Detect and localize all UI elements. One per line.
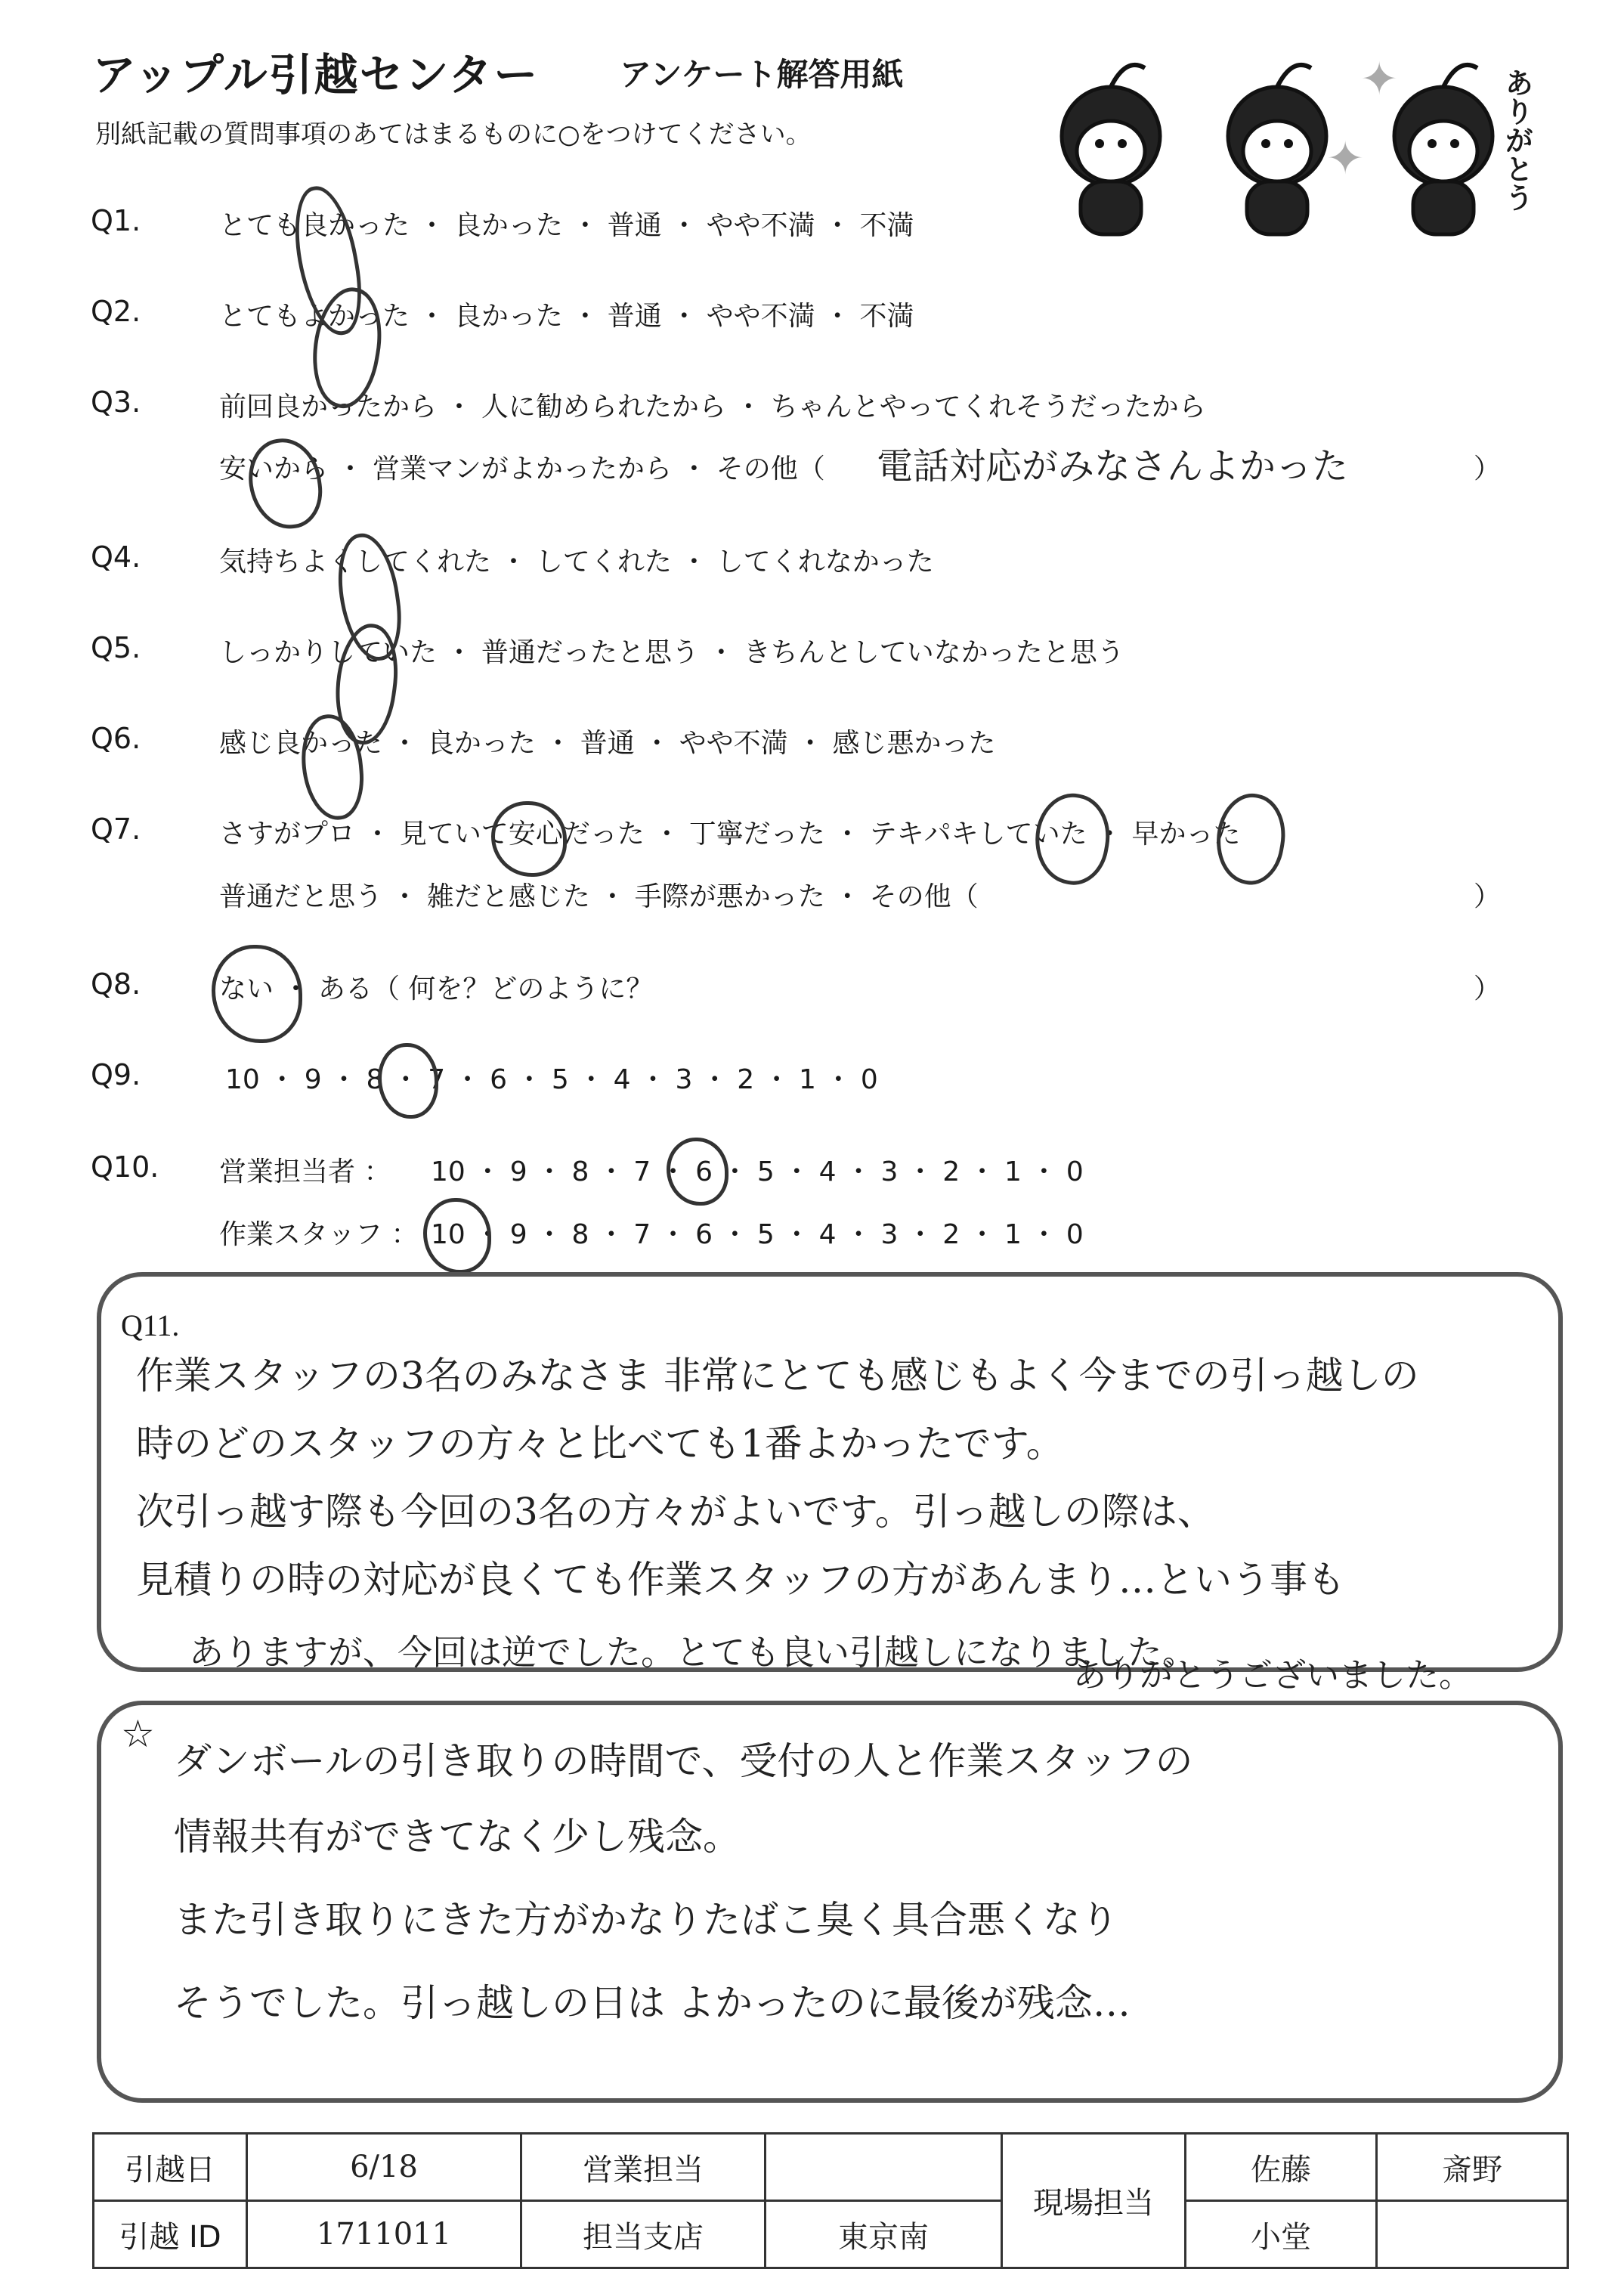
sales-label: 営業担当 [521,2134,766,2201]
q6-options[interactable]: 感じ良かった ・ 良かった ・ 普通 ・ やや不満 ・ 感じ悪かった [219,728,996,759]
q2-label: Q2. [91,295,141,328]
star-icon: ☆ [121,1712,155,1756]
q3-close-paren: ） [1474,454,1502,484]
star-line-3: また引き取りにきた方がかなりたばこ臭く具合悪くなり [174,1898,1118,1942]
monkey-mascot-icons [1028,45,1557,249]
selection-circle-q7c [1209,788,1291,890]
q10-label: Q10. [91,1150,159,1184]
q5-options[interactable]: しっかりしていた ・ 普通だったと思う ・ きちんとしていなかったと思う [219,637,1124,668]
q11-line-5: ありますが、今回は逆でした。とても良い引越しになりました。 [189,1632,1197,1673]
q10-staff-scale[interactable]: 10 ・ 9 ・ 8 ・ 7 ・ 6 ・ 5 ・ 4 ・ 3 ・ 2 ・ 1 ・ 0 [431,1219,1084,1250]
move-id-value: 1711011 [247,2201,521,2268]
q11-line-3: 次引っ越す際も今回の3名の方々がよいです。引っ越しの際は、 [136,1490,1215,1534]
q1-options[interactable]: とても良かった ・ 良かった ・ 普通 ・ やや不満 ・ 不満 [219,210,914,241]
q11-comment-box [97,1272,1563,1672]
footer-table [92,2132,1569,2269]
site-staff-empty [1377,2201,1568,2268]
star-line-2: 情報共有ができてなく少し残念。 [174,1815,741,1859]
site-staff-1: 佐藤 [1186,2134,1377,2201]
star-line-4: そうでした。引っ越しの日は よかったのに最後が残念… [174,1981,1131,2025]
q3-options-line1[interactable]: 前回良かったから ・ 人に勧められたから ・ ちゃんとやってくれそうだったから [219,392,1206,423]
selection-circle-q8 [212,945,302,1043]
selection-circle-q7a [491,801,567,877]
sparkle-icon: ✦ [1326,132,1365,185]
selection-circle-q10-staff [423,1198,491,1274]
form-subtitle: アンケート解答用紙 [620,56,904,93]
q11-line-4: 見積りの時の対応が良くても作業スタッフの方があんまり…という事も [136,1558,1345,1602]
q5-label: Q5. [91,631,141,664]
q3-other-answer: 電話対応がみなさんよかった [877,445,1349,488]
q10-sales-label: 営業担当者 ： [219,1156,391,1187]
branch-value: 東京南 [766,2201,1002,2268]
q10-staff-label: 作業スタッフ ： [219,1219,419,1250]
q9-scale[interactable]: 10 ・ 9 ・ 8 ・ 7 ・ 6 ・ 5 ・ 4 ・ 3 ・ 2 ・ 1 ・ 0 [225,1064,878,1095]
site-staff-2: 斎野 [1377,2134,1568,2201]
q7-label: Q7. [91,813,141,846]
move-id-label: 引越 ID [94,2201,247,2268]
q4-label: Q4. [91,540,141,574]
selection-circle-q7b [1028,788,1116,890]
q11-label: Q11. [121,1308,180,1342]
q9-label: Q9. [91,1058,141,1091]
sparkle-icon: ✦ [1360,53,1399,106]
sales-value [766,2134,1002,2201]
q8-label: Q8. [91,967,141,1001]
move-date-value: 6/18 [247,2134,521,2201]
q6-label: Q6. [91,722,141,755]
q11-line-1: 作業スタッフの3名のみなさま 非常にとても感じもよく今までの引っ越しの [136,1354,1419,1398]
instruction-text: 別紙記載の質問事項のあてはまるものに○をつけてください。 [95,119,812,150]
site-staff-3: 小堂 [1186,2201,1377,2268]
q8-options[interactable]: ない ・ ある（ 何を？どのように？ [219,974,654,1005]
brand-title: アップル引越センター [92,49,540,101]
q3-label: Q3. [91,385,141,419]
selection-circle-q9 [378,1043,438,1119]
move-date-label: 引越日 [94,2134,247,2201]
q11-line-6: ありがとうございました。 [1073,1656,1472,1695]
q10-sales-scale[interactable]: 10 ・ 9 ・ 8 ・ 7 ・ 6 ・ 5 ・ 4 ・ 3 ・ 2 ・ 1 ・ 0 [431,1156,1084,1187]
q1-label: Q1. [91,204,141,237]
q7-close-paren: ） [1474,881,1502,912]
selection-circle-q10-sales [667,1138,728,1206]
site-label: 現場担当 [1002,2134,1186,2268]
q2-options[interactable]: とてもよかった ・ 良かった ・ 普通 ・ やや不満 ・ 不満 [219,301,914,332]
q7-options-line1[interactable]: さすがプロ ・ 見ていて安心だった ・ 丁寧だった ・ テキパキしていた ・ 早かった [219,819,1241,850]
q3-options-line2[interactable]: 安いから ・ 営業マンがよかったから ・ その他（ [219,454,825,484]
q11-line-2: 時のどのスタッフの方々と比べても1番よかったです。 [136,1422,1064,1466]
thanks-text: ありがとう [1500,68,1533,212]
q8-close-paren: ） [1474,974,1502,1005]
q7-options-line2[interactable]: 普通だと思う ・ 雑だと感じた ・ 手際が悪かった ・ その他（ [219,881,979,912]
branch-label: 担当支店 [521,2201,766,2268]
star-line-1: ダンボールの引き取りの時間で、受付の人と作業スタッフの [174,1739,1193,1783]
q4-options[interactable]: 気持ちよくしてくれた ・ してくれた ・ してくれなかった [219,546,934,577]
